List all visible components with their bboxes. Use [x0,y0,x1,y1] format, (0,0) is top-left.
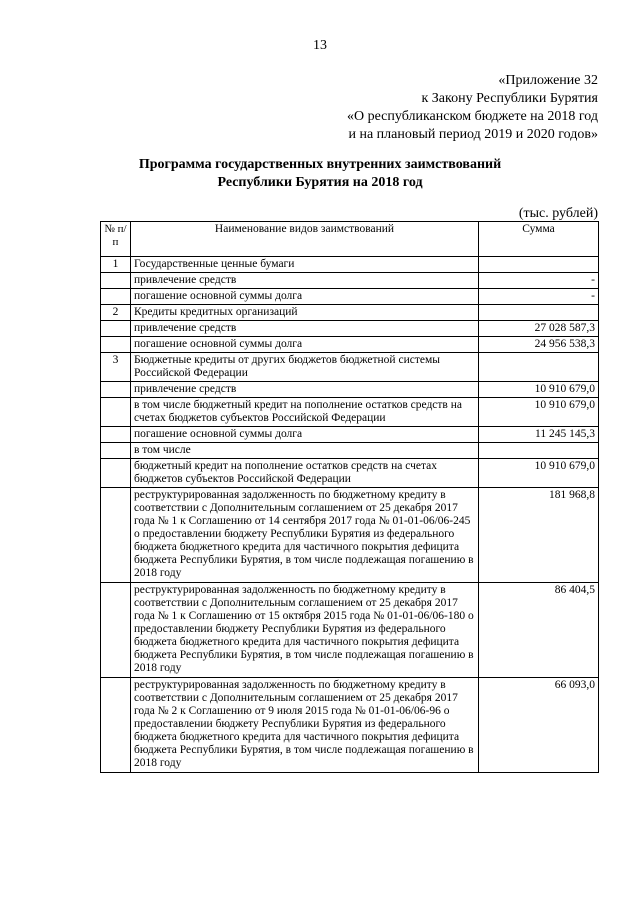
row-name: привлечение средств [131,321,479,337]
appendix-line-3: «О республиканском бюджете на 2018 год [347,109,598,124]
table-row [101,398,599,427]
row-number [101,488,131,583]
row-number [101,273,131,289]
row-number: 1 [101,257,131,273]
row-sum: - [479,273,599,289]
row-name: реструктурированная задолженность по бюджетному кредиту в соответствии с Дополнительным соглашением от 25 декабря 2017 года № 2 к Соглашению от 9 июля 2015 года № 01-01-06/06-96 о предоставлении бюджету Республики Бурятия из федерального бюджета бюджетного кредита для частичного покрытия дефицита бюджета Республики Бурятия, в том числе подлежащая погашению в 2018 году [131,678,479,773]
row-name: в том числе [131,443,479,459]
row-sum: 24 956 538,3 [479,337,599,353]
row-name: привлечение средств [131,382,479,398]
row-sum [479,443,599,459]
table-header-row [101,222,599,257]
row-name: привлечение средств [131,273,479,289]
row-number [101,427,131,443]
title-line-2: Республики Бурятия на 2018 год [217,175,423,190]
row-name: реструктурированная задолженность по бюджетному кредиту в соответствии с Дополнительным соглашением от 25 декабря 2017 года № 1 к Соглашению от 15 октября 2015 года № 01-01-06/06-180 о предоставлении бюджету Республики Бурятия из федерального бюджета бюджетного кредита для частичного покрытия дефицита бюджета Республики Бурятия, в том числе подлежащая погашению в 2018 году [131,583,479,678]
table-row [101,257,599,273]
table-row [101,427,599,443]
units-note: (тыс. рублей) [518,206,598,221]
table-row [101,583,599,678]
borrowings-table [100,221,599,773]
row-sum: 11 245 145,3 [479,427,599,443]
row-number: 2 [101,305,131,321]
row-sum [479,257,599,273]
row-number [101,583,131,678]
title-line-1: Программа государственных внутренних заимствований [138,157,502,172]
header-sum: Сумма [479,222,599,257]
table-row [101,443,599,459]
row-sum: 10 910 679,0 [479,459,599,488]
row-sum: 66 093,0 [479,678,599,773]
table-row [101,305,599,321]
table-row [101,321,599,337]
row-number [101,459,131,488]
row-name: Бюджетные кредиты от других бюджетов бюджетной системы Российской Федерации [131,353,479,382]
table-row [101,337,599,353]
table-row [101,488,599,583]
page-number: 13 [313,38,327,53]
table-row [101,382,599,398]
row-number [101,443,131,459]
header-number: № п/п [101,222,131,257]
table-row [101,353,599,382]
row-sum [479,353,599,382]
row-name: Кредиты кредитных организаций [131,305,479,321]
row-name: в том числе бюджетный кредит на пополнение остатков средств на счетах бюджетов субъектов Российской Федерации [131,398,479,427]
row-sum: 10 910 679,0 [479,398,599,427]
row-sum: 27 028 587,3 [479,321,599,337]
document-title [0,156,640,192]
row-name: реструктурированная задолженность по бюджетному кредиту в соответствии с Дополнительным соглашением от 25 декабря 2017 года № 1 к Соглашению от 14 сентября 2017 года № 01-01-06/06-245 о предоставлении бюджету Республики Бурятия из федерального бюджета бюджетного кредита для частичного покрытия дефицита бюджета Республики Бурятия, в том числе подлежащая погашению в 2018 году [131,488,479,583]
table-row [101,678,599,773]
row-sum: 86 404,5 [479,583,599,678]
appendix-line-4: и на плановый период 2019 и 2020 годов» [348,127,598,142]
row-sum [479,305,599,321]
table-row [101,289,599,305]
row-name: бюджетный кредит на пополнение остатков средств на счетах бюджетов субъектов Российской Федерации [131,459,479,488]
row-sum: 181 968,8 [479,488,599,583]
row-name: Государственные ценные бумаги [131,257,479,273]
row-sum: 10 910 679,0 [479,382,599,398]
appendix-line-2: к Закону Республики Бурятия [421,91,598,106]
row-number [101,398,131,427]
row-name: погашение основной суммы долга [131,289,479,305]
row-number [101,678,131,773]
appendix-line-1: «Приложение 32 [498,73,598,88]
table-row [101,273,599,289]
row-number: 3 [101,353,131,382]
appendix-header [347,72,598,144]
header-name: Наименование видов заимствований [131,222,479,257]
row-number [101,289,131,305]
row-number [101,382,131,398]
row-name: погашение основной суммы долга [131,337,479,353]
row-number [101,321,131,337]
table-row [101,459,599,488]
row-sum: - [479,289,599,305]
row-name: погашение основной суммы долга [131,427,479,443]
row-number [101,337,131,353]
